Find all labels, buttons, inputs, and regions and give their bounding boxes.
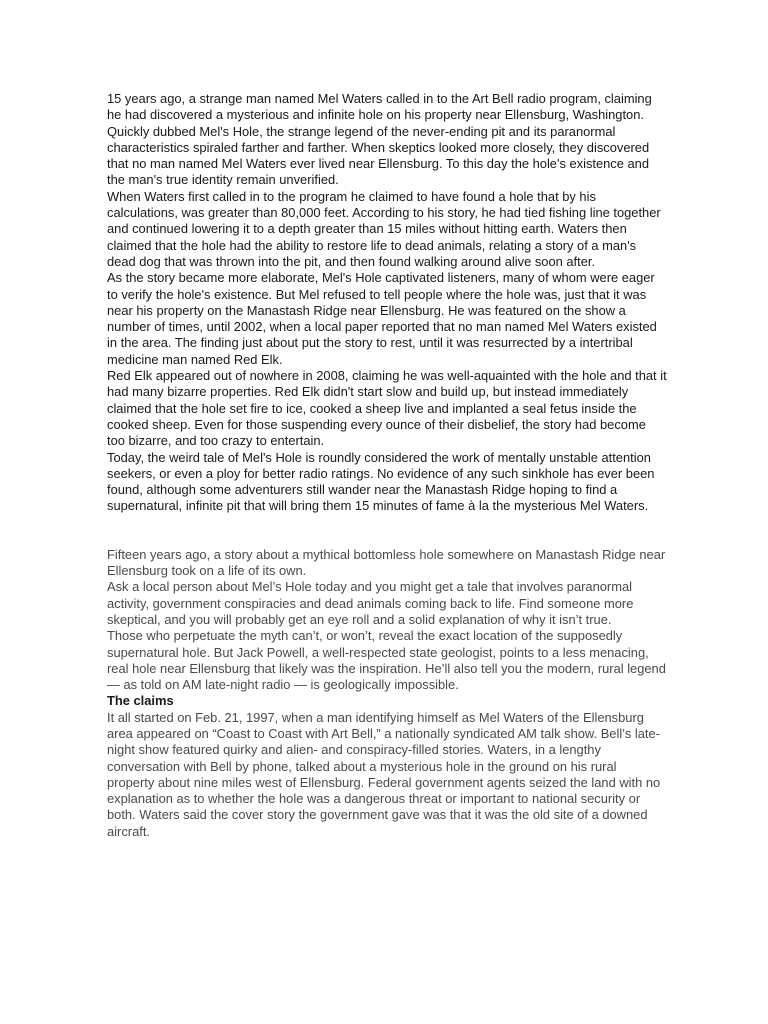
article-section-second (107, 547, 667, 840)
section-heading: The claims (107, 693, 174, 709)
paragraph: Those who perpetuate the myth can’t, or won’t, reveal the exact location of the supposedly supernatural hole. But Jack Powell, a well-respected state geologist, points to a less menacing, real hole near Ellensburg that likely was the inspiration. He’ll also tell you the modern, rural legend — as told on AM late-night radio — is geologically impossible. (107, 628, 666, 693)
paragraph: Red Elk appeared out of nowhere in 2008, claiming he was well-aquainted with the hole and that it had many bizarre properties. Red Elk didn't start slow and build up, but instead immediately claimed that the hole set fire to ice, cooked a sheep live and implanted a seal fetus inside the cooked sheep. Even for those suspending every ounce of their disbelief, the story had become too bizarre, and too crazy to entertain. (107, 368, 667, 449)
paragraph: As the story became more elaborate, Mel's Hole captivated listeners, many of whom were eager to verify the hole's existence. But Mel refused to tell people where the hole was, just that it was near his property on the Manastash Ridge near Ellensburg. He was featured on the show a number of times, until 2002, when a local paper reported that no man named Mel Waters existed in the area. The finding just about put the story to rest, until it was resurrected by a intertribal medicine man named Red Elk. (107, 270, 657, 367)
article-section-first (107, 91, 667, 515)
paragraph: Quickly dubbed Mel's Hole, the strange legend of the never-ending pit and its paranormal characteristics spiraled farther and farther. When skeptics looked more closely, they discovered that no man named Mel Waters ever lived near Ellensburg. To this day the hole's existence and the man's true identity remain unverified. (107, 123, 650, 188)
document-page (107, 91, 667, 840)
paragraph: Fifteen years ago, a story about a mythical bottomless hole somewhere on Manastash Ridge near Ellensburg took on a life of its own. (107, 546, 666, 579)
paragraph: Ask a local person about Mel’s Hole today and you might get a tale that involves paranormal activity, government conspiracies and dead animals coming back to life. Find someone more skeptical, and you will probably get an eye roll and a solid explanation of why it isn’t true. (107, 579, 634, 627)
paragraph: When Waters first called in to the program he claimed to have found a hole that by his calculations, was greater than 80,000 feet. According to his story, he had tied fishing line together and continued lowering it to a depth greater than 15 miles without hitting earth. Waters then claimed that the hole had the ability to restore life to dead animals, relating a story of a man's dead dog that was thrown into the pit, and then found walking around alive soon after. (107, 188, 661, 269)
paragraph: 15 years ago, a strange man named Mel Waters called in to the Art Bell radio program, claiming he had discovered a mysterious and infinite hole on his property near Ellensburg, Washington. (107, 91, 652, 123)
paragraph: It all started on Feb. 21, 1997, when a man identifying himself as Mel Waters of the Ellensburg area appeared on “Coast to Coast with Art Bell,” a nationally syndicated AM talk show. Bell’s late-night show featured quirky and alien- and conspiracy-filled stories. Waters, in a lengthy conversation with Bell by phone, talked about a mysterious hole in the ground on his rural property about nine miles west of Ellensburg. Federal government agents seized the land with no explanation as to whether the hole was a dangerous threat or important to national security or both. Waters said the cover story the government gave was that it was the old site of a downed aircraft. (107, 709, 661, 839)
paragraph: Today, the weird tale of Mel's Hole is roundly considered the work of mentally unstable attention seekers, or even a ploy for better radio ratings. No evidence of any such sinkhole has ever been found, although some adventurers still wander near the Manastash Ridge hoping to find a supernatural, infinite pit that will bring them 15 minutes of fame à la the mysterious Mel Waters. (107, 449, 655, 514)
